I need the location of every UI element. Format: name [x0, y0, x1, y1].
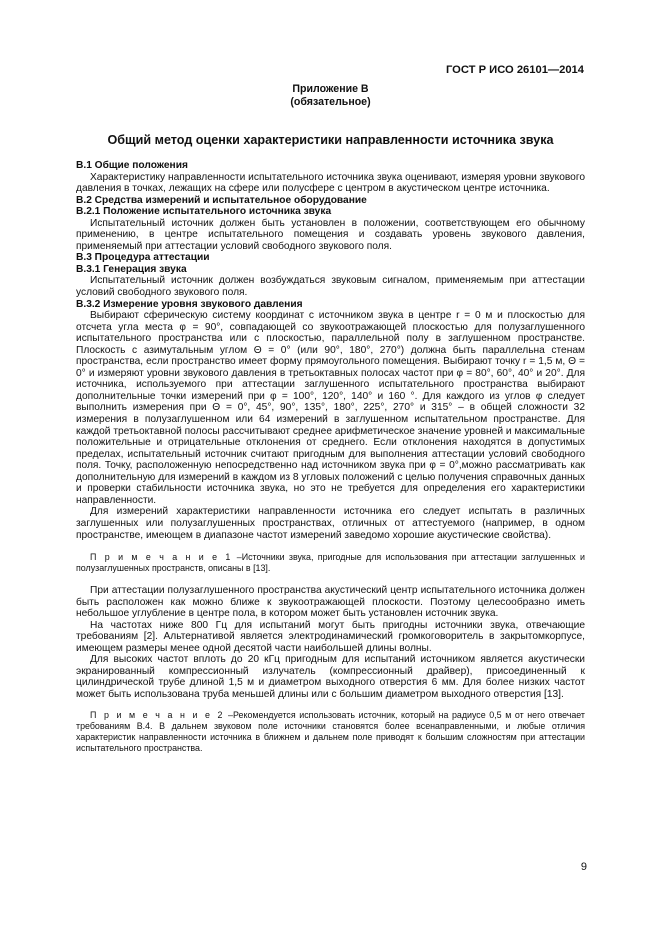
- appendix-title: Приложение В: [292, 83, 369, 95]
- note-2-text: –Рекомендуется использовать источник, который на радиусе 0,5 м от него отвечает требованиям В.4. В дальнем звуковом поле источники становятся более всенаправленными, и любые отличия характеристик направленности источника в ближнем и дальнем поле приводят к большим сложностям при аттестации испытательного пространства.: [76, 709, 585, 753]
- section-b1-text: Характеристику направленности испытательного источника звука оценивают, измеряя уровни звукового давления в точках, лежащих на сфере или полусфере с центром в акустическом центре источника.: [76, 171, 585, 195]
- paragraph-low-frequencies: На частотах ниже 800 Гц для испытаний могут быть пригодны источники звука, отвечающие требованиям [2]. Альтернативой является электродинамический громкоговоритель в закрытомкорпусе, имеющем размеры менее одной десятой части наибольшей длины волны.: [76, 619, 585, 654]
- note-1: [76, 552, 585, 574]
- page-number: 9: [580, 861, 587, 873]
- note-2: [76, 710, 585, 754]
- note-1-text: –Источники звука, пригодные для использования при аттестации заглушенных и полузаглушенных пространств, описаны в [13].: [76, 552, 585, 574]
- section-b21-text: Испытательный источник должен быть установлен в положении, соответствующем его обычному применению, в центре испытательного помещения и создавать уровень звукового давления, применяемый при аттестации условий свободного звукового поля.: [76, 217, 585, 252]
- appendix-heading: [0, 83, 661, 109]
- paragraph-high-frequencies: Для высоких частот вплоть до 20 кГц пригодным для испытаний источником является акустически экранированный компрессионный излучатель (компрессионный драйвер), присоединенный к цилиндрической трубе длиной 1,5 м и диаметром выходного отверстия 6 мм. Для более низких частот может быть использована труба меньшей длины или с большим диаметром выходного отверстия [13].: [76, 654, 585, 700]
- section-b31-text: Испытательный источник должен возбуждаться звуковым сигналом, применяемым при аттестации условий свободного звукового поля.: [76, 275, 585, 299]
- section-b32-text-2: Для измерений характеристики направленности источника его следует испытать в различных заглушенных или полузаглушенных пространствах, отличных от аттестуемого (например, в одном пространстве, имеющем в диапазоне частот измерений заведомо хорошие акустические свойства).: [76, 506, 585, 541]
- document-body: [76, 160, 585, 754]
- note-1-label: П р и м е ч а н и е 1: [90, 552, 233, 563]
- section-b3-heading: В.3 Процедура аттестации: [76, 252, 210, 264]
- document-title: Общий метод оценки характеристики направленности источника звука: [107, 133, 554, 147]
- appendix-subtitle: (обязательное): [290, 96, 371, 108]
- section-b32-text: Выбирают сферическую систему координат с источником звука в центре r = 0 м и плоскостью для отсчета угла места φ = 90°, совпадающей со звукоотражающей плоскостью для полузаглушенного испытательного пространства или с плоскостью, параллельной полу в заглушенном пространстве. Плоскость с азимутальным углом Θ = 0° (или 90°, 180°, 270°) должна быть параллельна стенам пространства, если пространство имеет форму прямоугольного помещения. Выбирают точку r = 1,5 м, Θ = 0° и измеряют уровни звукового давления в третьоктавных полосах частот при φ = 80°, 60°, 40° и 20°. Для источника, используемого при аттестации заглушенного испытательного пространства выбирают дополнительные точки измерений при φ = 100°, 120°, 140° и 160 °. Для каждого из углов φ следует выполнить измерения при Θ = 0°, 45°, 90°, 135°, 180°, 225°, 270° и 315° – в общей сложности 32 измерения в полузаглушенном или 64 измерений в заглушенном испытательном пространстве. Для каждой третьоктавной полосы рассчитывают среднее арифметическое значение уровней и максимальные положительные и отрицательные отклонения от среднего. Если отклонения находятся в допустимых пределах, испытательный источник считают пригодным для выполнения аттестации условий свободного поля. Точку, расположенную непосредственно над источником звука при φ = 0°,можно рассматривать как дополнительную для измерений в каждом из 8 угловых положений с целью получения справочных данных и проверки стабильности источника звука, но это не требуется для определения его характеристики направленности.: [76, 310, 585, 506]
- standard-code: ГОСТ Р ИСО 26101—2014: [445, 64, 584, 76]
- note-2-label: П р и м е ч а н и е 2: [90, 709, 225, 720]
- paragraph-semi-anechoic: При аттестации полузаглушенного пространства акустический центр испытательного источника должен быть расположен как можно ближе к звукоотражающей плоскости. Поэтому целесообразно иметь небольшое углубление в центре пола, в котором может быть установлен источник звука.: [76, 585, 585, 620]
- section-b1-heading: В.1 Общие положения: [76, 160, 188, 171]
- section-b21-heading: В.2.1 Положение испытательного источника звука: [76, 206, 332, 218]
- section-b31-heading: В.3.1 Генерация звука: [76, 263, 187, 275]
- section-b32-heading: В.3.2 Измерение уровня звукового давления: [76, 298, 303, 310]
- section-b2-heading: В.2 Средства измерений и испытательное оборудование: [76, 194, 367, 206]
